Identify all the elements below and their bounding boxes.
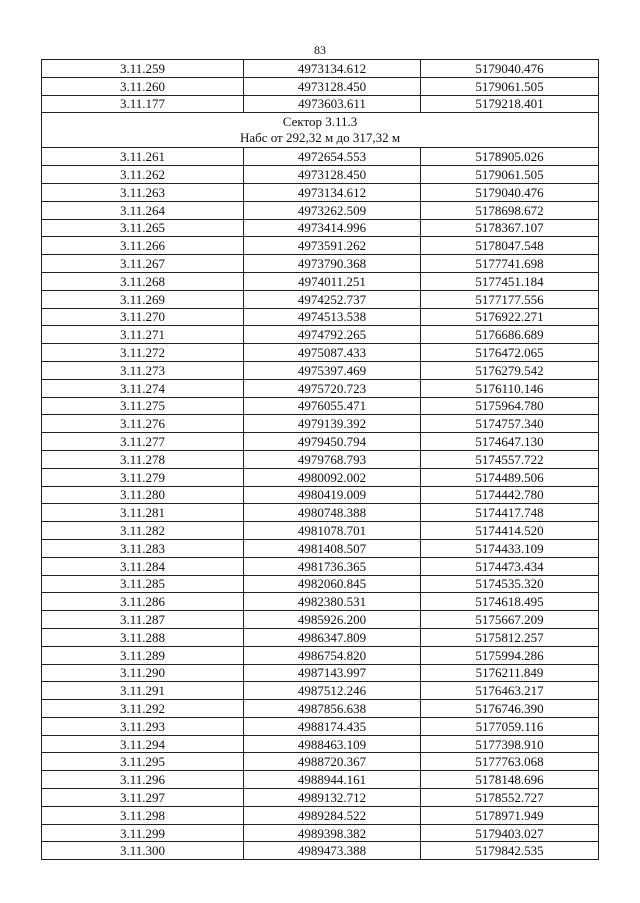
y-coordinate-cell: 5176463.217	[421, 682, 599, 700]
x-coordinate-cell: 4976055.471	[244, 397, 421, 415]
x-coordinate-cell: 4974011.251	[244, 272, 421, 290]
table-row	[42, 237, 599, 255]
x-coordinate-cell: 4980419.009	[244, 486, 421, 504]
y-coordinate-cell: 5177059.116	[421, 717, 599, 735]
y-coordinate-cell: 5179842.535	[421, 842, 599, 860]
point-id-cell: 3.11.268	[42, 272, 244, 290]
table-row	[42, 557, 599, 575]
point-id-cell: 3.11.272	[42, 344, 244, 362]
y-coordinate-cell: 5174757.340	[421, 415, 599, 433]
x-coordinate-cell: 4979450.794	[244, 433, 421, 451]
point-id-cell: 3.11.277	[42, 433, 244, 451]
point-id-cell: 3.11.291	[42, 682, 244, 700]
x-coordinate-cell: 4980748.388	[244, 504, 421, 522]
point-id-cell: 3.11.296	[42, 771, 244, 789]
y-coordinate-cell: 5178905.026	[421, 148, 599, 166]
table-row	[42, 753, 599, 771]
table-row	[42, 539, 599, 557]
table-row	[42, 201, 599, 219]
x-coordinate-cell: 4989284.522	[244, 806, 421, 824]
table-row	[42, 611, 599, 629]
table-row	[42, 771, 599, 789]
y-coordinate-cell: 5177451.184	[421, 272, 599, 290]
y-coordinate-cell: 5177177.556	[421, 290, 599, 308]
point-id-cell: 3.11.273	[42, 361, 244, 379]
table-row	[42, 806, 599, 824]
y-coordinate-cell: 5176110.146	[421, 379, 599, 397]
point-id-cell: 3.11.259	[42, 60, 244, 78]
table-row	[42, 700, 599, 718]
y-coordinate-cell: 5176686.689	[421, 326, 599, 344]
point-id-cell: 3.11.261	[42, 148, 244, 166]
table-row	[42, 735, 599, 753]
x-coordinate-cell: 4974792.265	[244, 326, 421, 344]
x-coordinate-cell: 4982060.845	[244, 575, 421, 593]
y-coordinate-cell: 5174647.130	[421, 433, 599, 451]
y-coordinate-cell: 5174535.320	[421, 575, 599, 593]
table-row	[42, 272, 599, 290]
x-coordinate-cell: 4988720.367	[244, 753, 421, 771]
table-row	[42, 166, 599, 184]
point-id-cell: 3.11.286	[42, 593, 244, 611]
x-coordinate-cell: 4988944.161	[244, 771, 421, 789]
table-row	[42, 148, 599, 166]
y-coordinate-cell: 5174489.506	[421, 468, 599, 486]
x-coordinate-cell: 4975397.469	[244, 361, 421, 379]
x-coordinate-cell: 4982380.531	[244, 593, 421, 611]
y-coordinate-cell: 5178367.107	[421, 219, 599, 237]
sector-title: Сектор 3.11.3	[282, 114, 358, 130]
x-coordinate-cell: 4973591.262	[244, 237, 421, 255]
y-coordinate-cell: 5175964.780	[421, 397, 599, 415]
point-id-cell: 3.11.295	[42, 753, 244, 771]
table-row	[42, 646, 599, 664]
x-coordinate-cell: 4973790.368	[244, 255, 421, 273]
y-coordinate-cell: 5177398.910	[421, 735, 599, 753]
x-coordinate-cell: 4973128.450	[244, 166, 421, 184]
point-id-cell: 3.11.288	[42, 628, 244, 646]
x-coordinate-cell: 4989473.388	[244, 842, 421, 860]
point-id-cell: 3.11.177	[42, 95, 244, 113]
point-id-cell: 3.11.287	[42, 611, 244, 629]
point-id-cell: 3.11.294	[42, 735, 244, 753]
y-coordinate-cell: 5179218.401	[421, 95, 599, 113]
sector-subtitle: Набс от 292,32 м до 317,32 м	[239, 130, 401, 146]
y-coordinate-cell: 5175994.286	[421, 646, 599, 664]
table-row	[42, 95, 599, 113]
y-coordinate-cell: 5179040.476	[421, 60, 599, 78]
x-coordinate-cell: 4987143.997	[244, 664, 421, 682]
table-row	[42, 717, 599, 735]
y-coordinate-cell: 5178047.548	[421, 237, 599, 255]
point-id-cell: 3.11.271	[42, 326, 244, 344]
point-id-cell: 3.11.292	[42, 700, 244, 718]
x-coordinate-cell: 4979139.392	[244, 415, 421, 433]
table-row	[42, 255, 599, 273]
point-id-cell: 3.11.289	[42, 646, 244, 664]
y-coordinate-cell: 5179040.476	[421, 183, 599, 201]
point-id-cell: 3.11.274	[42, 379, 244, 397]
y-coordinate-cell: 5174442.780	[421, 486, 599, 504]
table-row	[42, 468, 599, 486]
table-row	[42, 308, 599, 326]
y-coordinate-cell: 5175812.257	[421, 628, 599, 646]
y-coordinate-cell: 5179061.505	[421, 77, 599, 95]
point-id-cell: 3.11.264	[42, 201, 244, 219]
table-row	[42, 486, 599, 504]
sector-header-cell	[42, 113, 599, 148]
table-row	[42, 450, 599, 468]
point-id-cell: 3.11.267	[42, 255, 244, 273]
point-id-cell: 3.11.278	[42, 450, 244, 468]
point-id-cell: 3.11.262	[42, 166, 244, 184]
point-id-cell: 3.11.300	[42, 842, 244, 860]
coordinates-table-body	[42, 60, 599, 860]
table-row	[42, 842, 599, 860]
x-coordinate-cell: 4986347.809	[244, 628, 421, 646]
point-id-cell: 3.11.270	[42, 308, 244, 326]
table-row	[42, 326, 599, 344]
point-id-cell: 3.11.265	[42, 219, 244, 237]
y-coordinate-cell: 5175667.209	[421, 611, 599, 629]
y-coordinate-cell: 5177763.068	[421, 753, 599, 771]
y-coordinate-cell: 5176922.271	[421, 308, 599, 326]
table-row	[42, 593, 599, 611]
y-coordinate-cell: 5178148.696	[421, 771, 599, 789]
table-row	[42, 77, 599, 95]
point-id-cell: 3.11.280	[42, 486, 244, 504]
x-coordinate-cell: 4989398.382	[244, 824, 421, 842]
y-coordinate-cell: 5178552.727	[421, 789, 599, 807]
table-row	[42, 361, 599, 379]
table-row	[42, 60, 599, 78]
table-row	[42, 664, 599, 682]
page-number: 83	[314, 43, 326, 57]
table-row	[42, 682, 599, 700]
table-row	[42, 379, 599, 397]
point-id-cell: 3.11.276	[42, 415, 244, 433]
table-row	[42, 504, 599, 522]
x-coordinate-cell: 4989132.712	[244, 789, 421, 807]
point-id-cell: 3.11.299	[42, 824, 244, 842]
x-coordinate-cell: 4986754.820	[244, 646, 421, 664]
y-coordinate-cell: 5176211.849	[421, 664, 599, 682]
x-coordinate-cell: 4979768.793	[244, 450, 421, 468]
x-coordinate-cell: 4988463.109	[244, 735, 421, 753]
table-row	[42, 789, 599, 807]
x-coordinate-cell: 4973262.509	[244, 201, 421, 219]
point-id-cell: 3.11.282	[42, 522, 244, 540]
table-row	[42, 219, 599, 237]
table-row	[42, 344, 599, 362]
table-row	[42, 415, 599, 433]
x-coordinate-cell: 4981736.365	[244, 557, 421, 575]
point-id-cell: 3.11.290	[42, 664, 244, 682]
table-row	[42, 183, 599, 201]
table-row	[42, 397, 599, 415]
table-row	[42, 433, 599, 451]
x-coordinate-cell: 4981408.507	[244, 539, 421, 557]
x-coordinate-cell: 4987856.638	[244, 700, 421, 718]
x-coordinate-cell: 4988174.435	[244, 717, 421, 735]
x-coordinate-cell: 4972654.553	[244, 148, 421, 166]
x-coordinate-cell: 4973603.611	[244, 95, 421, 113]
x-coordinate-cell: 4974252.737	[244, 290, 421, 308]
x-coordinate-cell: 4985926.200	[244, 611, 421, 629]
x-coordinate-cell: 4981078.701	[244, 522, 421, 540]
y-coordinate-cell: 5179403.027	[421, 824, 599, 842]
point-id-cell: 3.11.283	[42, 539, 244, 557]
point-id-cell: 3.11.298	[42, 806, 244, 824]
point-id-cell: 3.11.281	[42, 504, 244, 522]
y-coordinate-cell: 5178698.672	[421, 201, 599, 219]
x-coordinate-cell: 4975087.433	[244, 344, 421, 362]
table-row	[42, 522, 599, 540]
table-row	[42, 290, 599, 308]
point-id-cell: 3.11.279	[42, 468, 244, 486]
point-id-cell: 3.11.297	[42, 789, 244, 807]
x-coordinate-cell: 4973134.612	[244, 60, 421, 78]
table-row	[42, 575, 599, 593]
y-coordinate-cell: 5176279.542	[421, 361, 599, 379]
y-coordinate-cell: 5179061.505	[421, 166, 599, 184]
x-coordinate-cell: 4973414.996	[244, 219, 421, 237]
x-coordinate-cell: 4973134.612	[244, 183, 421, 201]
point-id-cell: 3.11.260	[42, 77, 244, 95]
x-coordinate-cell: 4987512.246	[244, 682, 421, 700]
point-id-cell: 3.11.285	[42, 575, 244, 593]
point-id-cell: 3.11.284	[42, 557, 244, 575]
point-id-cell: 3.11.263	[42, 183, 244, 201]
y-coordinate-cell: 5174618.495	[421, 593, 599, 611]
y-coordinate-cell: 5176746.390	[421, 700, 599, 718]
table-row	[42, 824, 599, 842]
point-id-cell: 3.11.275	[42, 397, 244, 415]
x-coordinate-cell: 4974513.538	[244, 308, 421, 326]
y-coordinate-cell: 5178971.949	[421, 806, 599, 824]
point-id-cell: 3.11.269	[42, 290, 244, 308]
y-coordinate-cell: 5174414.520	[421, 522, 599, 540]
table-row	[42, 628, 599, 646]
y-coordinate-cell: 5174557.722	[421, 450, 599, 468]
y-coordinate-cell: 5174473.434	[421, 557, 599, 575]
x-coordinate-cell: 4975720.723	[244, 379, 421, 397]
point-id-cell: 3.11.293	[42, 717, 244, 735]
coordinates-table	[41, 59, 599, 860]
y-coordinate-cell: 5174433.109	[421, 539, 599, 557]
x-coordinate-cell: 4980092.002	[244, 468, 421, 486]
y-coordinate-cell: 5176472.065	[421, 344, 599, 362]
point-id-cell: 3.11.266	[42, 237, 244, 255]
y-coordinate-cell: 5174417.748	[421, 504, 599, 522]
x-coordinate-cell: 4973128.450	[244, 77, 421, 95]
y-coordinate-cell: 5177741.698	[421, 255, 599, 273]
sector-header-row	[42, 113, 599, 148]
